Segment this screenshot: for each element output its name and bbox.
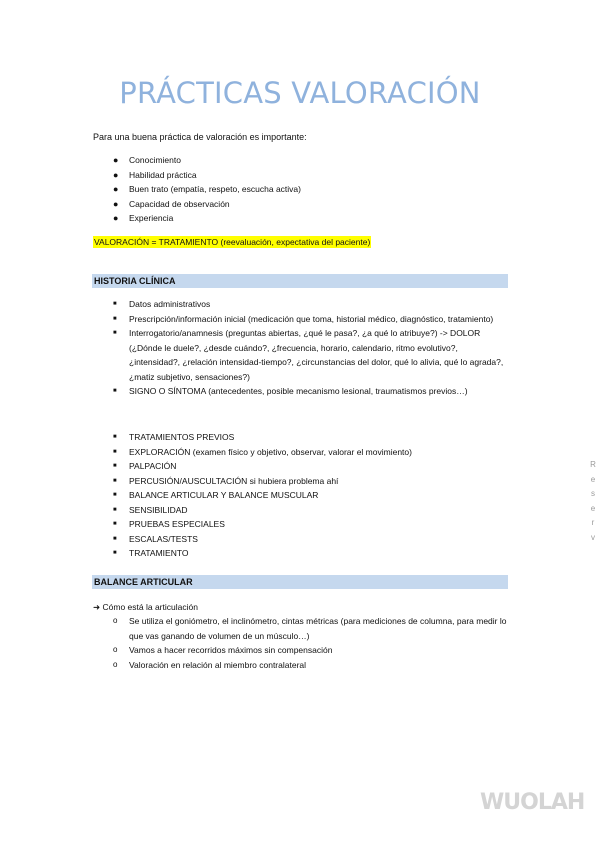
square-bullet-icon: ■ (113, 315, 117, 322)
square-bullet-icon: ■ (113, 550, 117, 556)
list-item: o Se utiliza el goniómetro, el inclinómetro, cintas métricas (para mediciones de columna, para medir lo que vas ganando de volumen de un músculo…) (113, 616, 507, 641)
circle-bullet-icon: o (113, 659, 118, 669)
circle-bullet-icon: o (113, 616, 118, 625)
list-item: ● Conocimiento (129, 153, 301, 168)
square-bullet-icon: ■ (113, 521, 117, 527)
list-item: ● Capacidad de observación (129, 197, 301, 212)
bullet-icon: ● (113, 169, 119, 180)
list-item: o Vamos a hacer recorridos máximos sin compensación (129, 643, 509, 658)
list-item: ■ Prescripción/información inicial (medicación que toma, historial médico, diagnóstico, tratamiento) (129, 312, 509, 327)
balance-list (113, 614, 509, 672)
list-item: ■ EXPLORACIÓN (examen físico y objetivo, observar, valorar el movimiento) (129, 445, 509, 460)
list-item: ■ SENSIBILIDAD (129, 503, 509, 518)
list-item: ■ BALANCE ARTICULAR Y BALANCE MUSCULAR (129, 488, 509, 503)
arrow-statement: ➜ Cómo está la articulación (93, 602, 198, 612)
bullet-icon: ● (113, 198, 119, 209)
arrow-right-icon: ➜ (93, 602, 101, 612)
intro-text: Para una buena práctica de valoración es importante: (93, 132, 307, 142)
square-bullet-icon: ■ (113, 535, 117, 542)
square-bullet-icon: ■ (113, 434, 117, 440)
list-item: ● Habilidad práctica (129, 168, 301, 183)
list-item: ● Buen trato (empatía, respeto, escucha activa) (129, 182, 301, 197)
list-item: ● Experiencia (129, 211, 301, 226)
list-item: ■ Interrogatorio/anamnesis (preguntas abiertas, ¿qué le pasa?, ¿a qué lo atribuye?) -> DOLOR (¿Dónde le duele?, ¿desde cuándo?, ¿frecuencia, horario, calendario, ritmo evolutivo?, ¿intensidad?, ¿relación intensidad-tiempo?, ¿circunstancias del dolor, qué lo alivia, qué lo agrada?, ¿matiz subjetivo, sensaciones?) (113, 328, 504, 382)
square-bullet-icon: ■ (113, 477, 117, 484)
list-item: ■ ESCALAS/TESTS (129, 532, 509, 547)
list-item: ■ PERCUSIÓN/AUSCULTACIÓN si hubiera problema ahí (129, 474, 509, 489)
list-item: ■ PALPACIÓN (129, 459, 509, 474)
list-item: ■ SIGNO O SÍNTOMA (antecedentes, posible mecanismo lesional, traumatismos previos…) (129, 384, 509, 399)
historia-list-2 (113, 430, 509, 561)
square-bullet-icon: ■ (113, 492, 117, 498)
bullet-icon: ● (113, 184, 119, 194)
square-bullet-icon: ■ (113, 330, 117, 336)
historia-list (113, 297, 509, 399)
basics-list (113, 153, 301, 226)
square-bullet-icon: ■ (113, 388, 117, 394)
highlighted-statement: VALORACIÓN = TRATAMIENTO (reevaluación, expectativa del paciente) (94, 237, 371, 247)
list-item: ■ Datos administrativos (129, 297, 509, 312)
page-title: PRÁCTICAS VALORACIÓN (119, 76, 481, 110)
section-heading-balance: BALANCE ARTICULAR (92, 575, 508, 589)
square-bullet-icon: ■ (113, 463, 117, 469)
square-bullet-icon: ■ (113, 506, 117, 513)
list-item: o Valoración en relación al miembro contralateral (129, 658, 509, 673)
side-vertical-text: R e s e r v (590, 460, 596, 542)
list-item: ■ PRUEBAS ESPECIALES (129, 517, 509, 532)
section-heading-historia: HISTORIA CLÍNICA (92, 274, 508, 288)
bullet-icon: ● (113, 213, 119, 223)
bullet-icon: ● (113, 155, 119, 165)
list-item: ■ TRATAMIENTOS PREVIOS (129, 430, 509, 445)
square-bullet-icon: ■ (113, 448, 117, 455)
list-item: ■ TRATAMIENTO (129, 546, 509, 561)
wuolah-watermark-logo: WUOLAH (480, 790, 585, 815)
square-bullet-icon: ■ (113, 301, 117, 307)
circle-bullet-icon: o (113, 645, 118, 654)
